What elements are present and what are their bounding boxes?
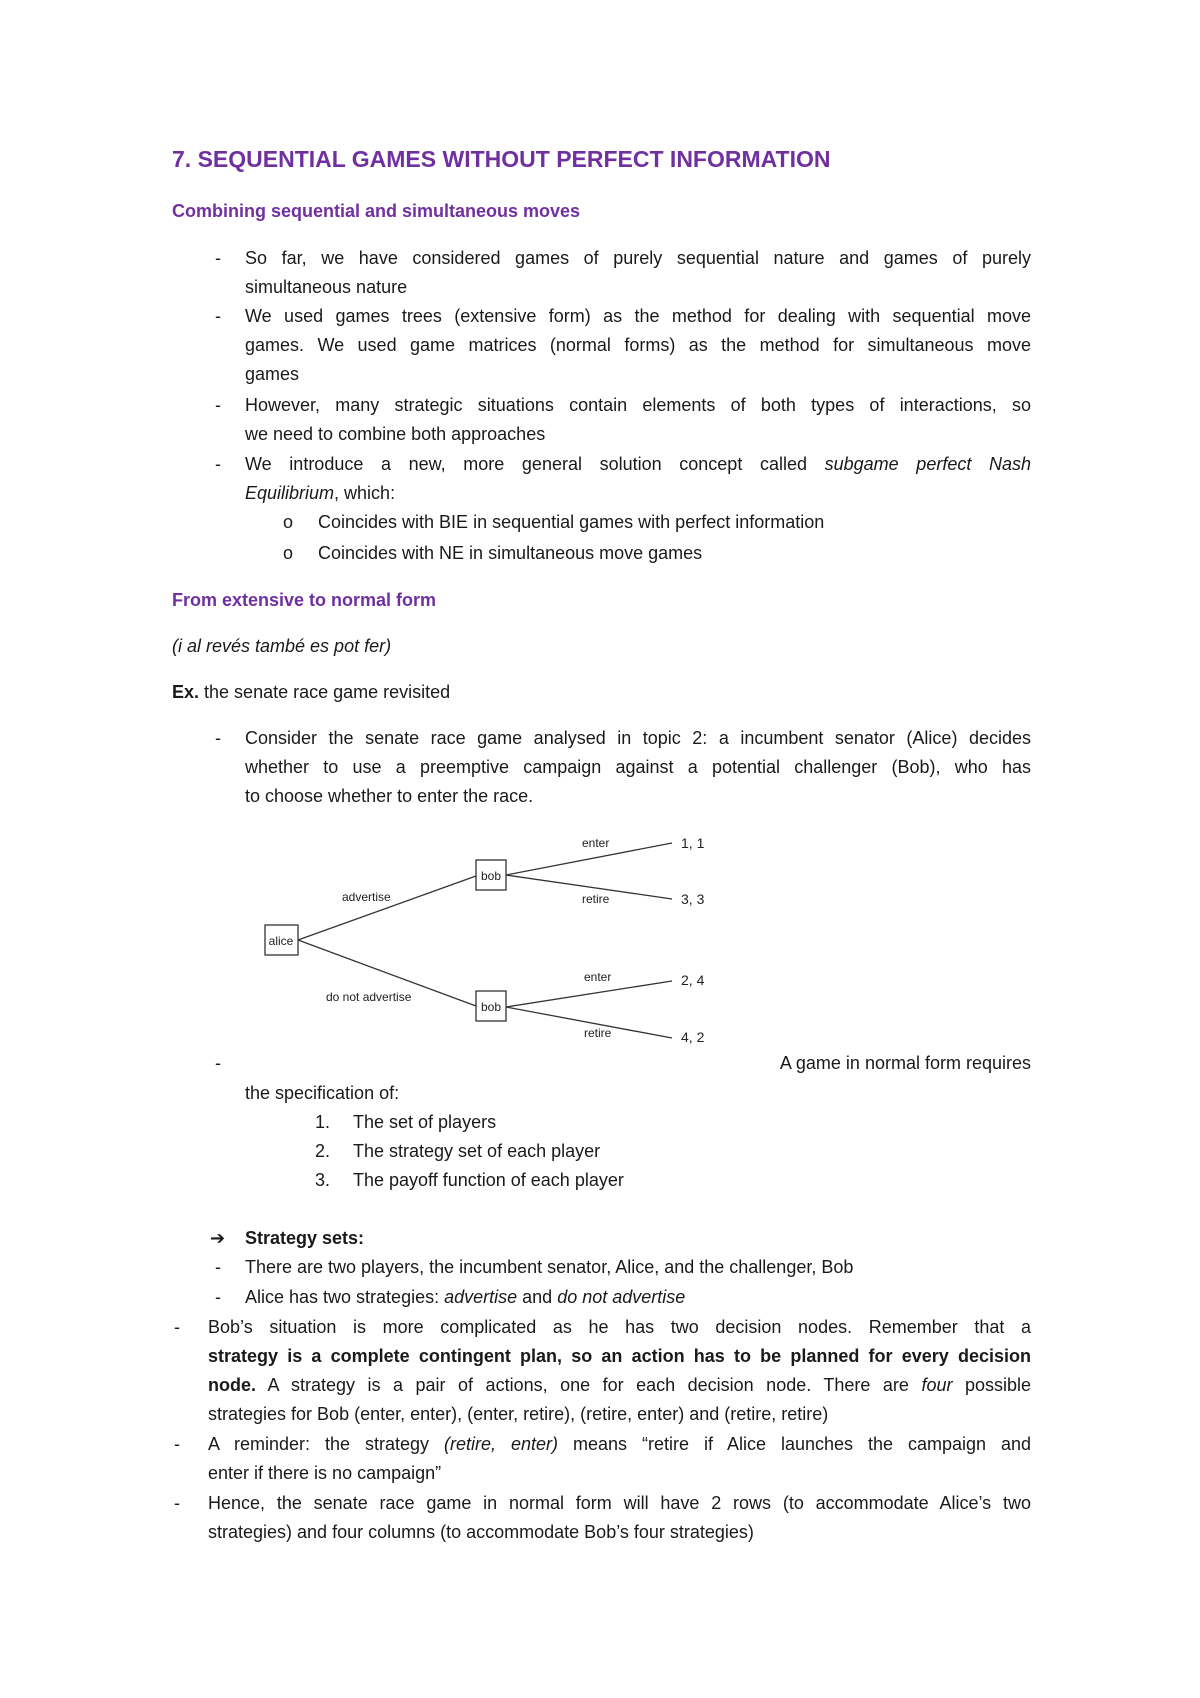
bullet-text: There are two players, the incumbent senator, Alice, and the challenger, Bob — [245, 1257, 854, 1277]
payoff-4: 4, 2 — [681, 1029, 705, 1045]
bullet-text — [208, 1371, 1031, 1400]
bullet-text-span: A strategy is a pair of actions, one for each decision node. There are — [256, 1375, 922, 1395]
label-alice: alice — [268, 934, 294, 948]
bullet-text: However, many strategic situations contain elements of both types of interactions, so — [245, 395, 1031, 415]
bullet-text: the specification of: — [245, 1083, 400, 1103]
edge-advertise — [298, 876, 476, 940]
label-enter: enter — [584, 970, 612, 984]
section-heading-extensive: From extensive to normal form — [172, 590, 437, 610]
bullet-text: whether to use a preemptive campaign against a potential challenger (Bob), who has — [245, 757, 1031, 777]
bullet-text-span: Alice has two strategies: — [245, 1287, 445, 1307]
bullet-text-span: and — [517, 1287, 558, 1307]
bullet-text: we need to combine both approaches — [245, 424, 546, 444]
payoff-3: 2, 4 — [681, 972, 705, 988]
bullet-text — [208, 1430, 1031, 1459]
label-no-advertise: do not advertise — [326, 990, 412, 1004]
bold-term: node. — [208, 1375, 256, 1395]
example-line — [172, 678, 450, 707]
label-retire: retire — [582, 892, 610, 906]
bullet-text-span: , which: — [334, 483, 396, 503]
label-enter: enter — [582, 836, 610, 850]
bullet-text: games — [245, 364, 300, 384]
bullet-dash: - — [215, 306, 221, 326]
bullet-text: We used games trees (extensive form) as the method for dealing with sequential move — [245, 306, 1031, 326]
bullet-text: Bob’s situation is more complicated as he has two decision nodes. Remember that a — [208, 1317, 1031, 1337]
bullet-text: games. We used game matrices (normal forms) as the method for simultaneous move — [245, 335, 1031, 355]
bullet-text: enter if there is no campaign” — [208, 1463, 442, 1483]
bullet-text-span: possible — [952, 1375, 1032, 1395]
bullet-text — [245, 479, 395, 508]
payoff-2: 3, 3 — [681, 891, 705, 907]
bullet-text — [245, 450, 1031, 479]
italic-term: advertise — [444, 1287, 518, 1307]
section-heading-combining: Combining sequential and simultaneous moves — [172, 201, 581, 221]
bullet-dash: - — [174, 1434, 180, 1454]
bullet-text: to choose whether to enter the race. — [245, 786, 534, 806]
bullet-dash: - — [174, 1493, 180, 1513]
bullet-text-span: means “retire if Alice launches the campaign and — [558, 1434, 1032, 1454]
list-text: The strategy set of each player — [353, 1141, 601, 1161]
label-advertise: advertise — [342, 890, 391, 904]
list-number: 3. — [315, 1170, 331, 1190]
bullet-text: strategies) and four columns (to accommodate Bob’s four strategies) — [208, 1522, 754, 1542]
bullet-dash: - — [215, 454, 221, 474]
payoff-1: 1, 1 — [681, 835, 705, 851]
list-number: 2. — [315, 1141, 331, 1161]
bullet-text: Hence, the senate race game in normal form will have 2 rows (to accommodate Alice’s two — [208, 1493, 1031, 1513]
example-label: Ex. — [172, 682, 200, 702]
sub-bullet-text: Coincides with NE in simultaneous move games — [318, 543, 703, 563]
edge-enter-2 — [506, 981, 672, 1007]
bullet-text-span: We introduce a new, more general solution concept called — [245, 454, 807, 474]
italic-term: (retire, enter) — [444, 1434, 559, 1454]
game-tree-diagram — [250, 825, 730, 1050]
sub-bullet-text: Coincides with BIE in sequential games with perfect information — [318, 512, 825, 532]
list-text: The payoff function of each player — [353, 1170, 624, 1190]
bullet-dash: - — [215, 1053, 221, 1073]
sub-bullet-marker: o — [283, 512, 294, 532]
bullet-dash: - — [174, 1317, 180, 1337]
bullet-dash: - — [215, 728, 221, 748]
strategy-heading: Strategy sets: — [245, 1228, 365, 1248]
bullet-text: Consider the senate race game analysed in topic 2: a incumbent senator (Alice) decides — [245, 728, 1031, 748]
sub-bullet-marker: o — [283, 543, 294, 563]
bullet-text: strategies for Bob (enter, enter), (enter, retire), (retire, enter) and (retire, retire) — [208, 1404, 829, 1424]
label-bob: bob — [480, 1000, 502, 1014]
bullet-dash: - — [215, 395, 221, 415]
arrow-icon: ➔ — [210, 1228, 226, 1248]
bullet-text: A game in normal form requires — [779, 1053, 1031, 1073]
list-number: 1. — [315, 1112, 331, 1132]
bullet-text-span: A reminder: the strategy — [208, 1434, 444, 1454]
bullet-text: So far, we have considered games of purely sequential nature and games of purely — [245, 248, 1031, 268]
note: (i al revés també es pot fer) — [172, 636, 392, 656]
list-text: The set of players — [353, 1112, 497, 1132]
label-bob: bob — [480, 869, 502, 883]
italic-term: Equilibrium — [245, 483, 335, 503]
italic-term: four — [921, 1375, 953, 1395]
bullet-text: simultaneous nature — [245, 277, 408, 297]
bullet-text — [245, 1283, 685, 1312]
bullet-dash: - — [215, 248, 221, 268]
italic-term: do not advertise — [557, 1287, 686, 1307]
label-retire: retire — [584, 1026, 612, 1040]
example-text: the senate race game revisited — [199, 682, 451, 702]
italic-term: subgame perfect Nash — [824, 454, 1031, 474]
bullet-dash: - — [215, 1257, 221, 1277]
bullet-text-bold: strategy is a complete contingent plan, so an action has to be planned for every decision — [208, 1346, 1031, 1366]
page-title: 7. SEQUENTIAL GAMES WITHOUT PERFECT INFORMATION — [172, 146, 831, 172]
bullet-dash: - — [215, 1287, 221, 1307]
